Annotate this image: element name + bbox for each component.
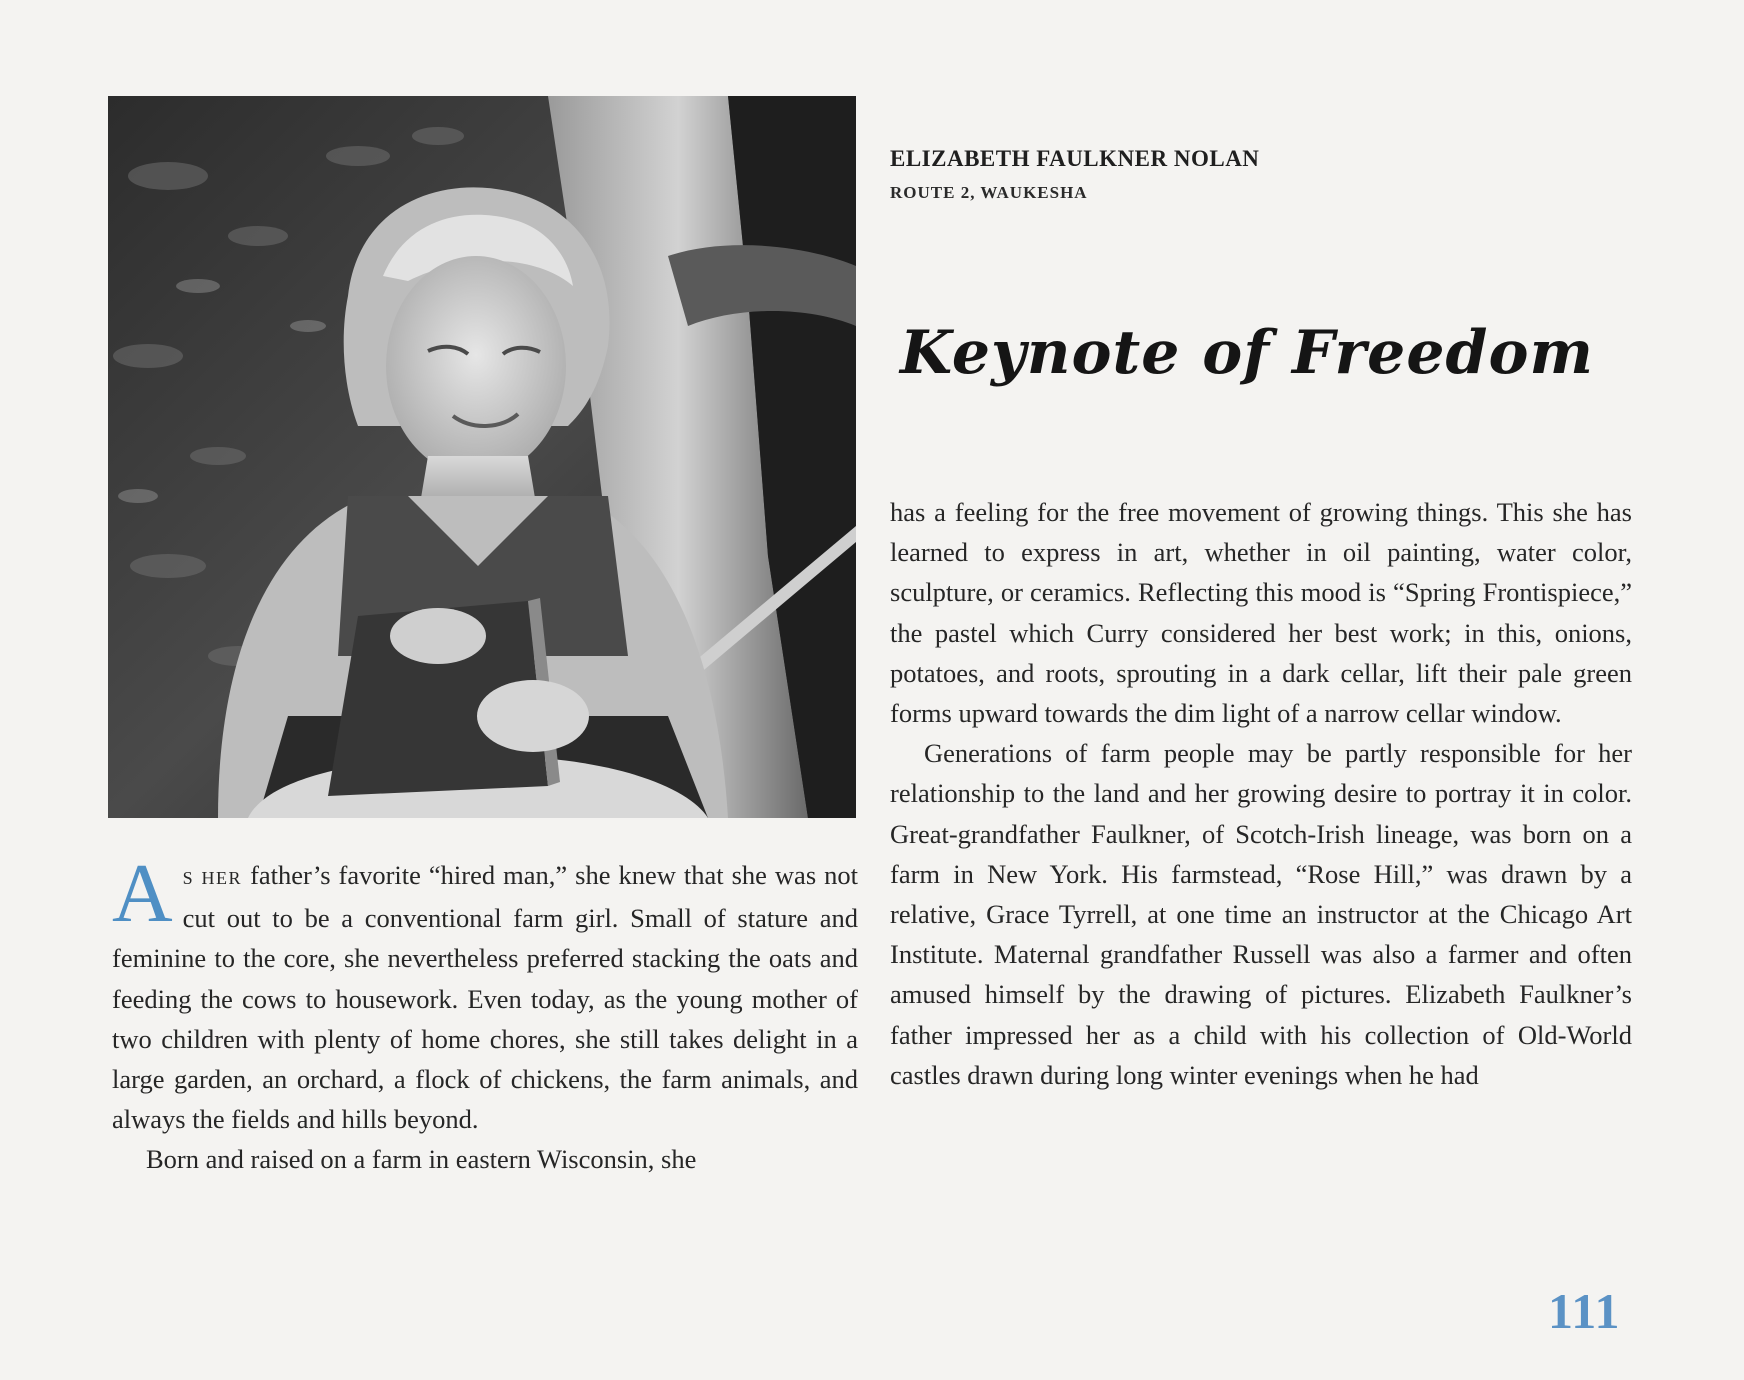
- right-paragraph-2: Generations of farm people may be partly responsible for her relationship to the land and her growing desire to portray it in color. Great-grandfather Faulkner, of Scotch-Irish lineage, was born on a farm in New York. His farmstead, “Rose Hill,” was drawn by a relative, Grace Tyrrell, at one time an instructor at the Chicago Art Institute. Maternal grandfather Russell was also a farmer and often amused himself by the drawing of pictures. Elizabeth Faulkner’s father impressed her as a child with his collection of Old-World castles drawn during long winter evenings when he had: [890, 738, 1632, 1090]
- left-paragraph-2: Born and raised on a farm in eastern Wisconsin, she: [146, 1144, 697, 1175]
- left-paragraph-1: [112, 847, 858, 1139]
- drop-cap: A: [112, 847, 173, 940]
- article-title: Keynote of Freedom: [900, 318, 1594, 388]
- right-column: [890, 492, 1632, 1095]
- portrait-photo: [108, 96, 856, 818]
- right-paragraph-1: has a feeling for the free movement of growing things. This she has learned to express in art, whether in oil painting, water color, sculpture, or ceramics. Reflecting this mood is “Spring Frontispiece,” the pastel which Curry considered her best work; in this, onions, potatoes, and roots, sprouting in a dark cellar, lift their pale green forms upward towards the dim light of a narrow cellar window.: [890, 497, 1632, 729]
- photo-illustration: [108, 96, 856, 818]
- left-paragraph-1-text: father’s favorite “hired man,” she knew that she was not cut out to be a conventional farm girl. Small of stature and feminine to the core, she nevertheless preferred stacking the oats and feeding the cows to housework. Even today, as the young mother of two children with plenty of home chores, she still takes delight in a large garden, an orchard, a flock of chickens, the farm animals, and always the fields and hills beyond.: [112, 860, 858, 1135]
- author-name: ELIZABETH FAULKNER NOLAN: [890, 146, 1260, 171]
- page-number: 111: [1548, 1283, 1621, 1339]
- author-address: ROUTE 2, WAUKESHA: [890, 183, 1088, 202]
- small-caps-lead: S HER: [182, 868, 243, 888]
- left-column: [112, 847, 858, 1180]
